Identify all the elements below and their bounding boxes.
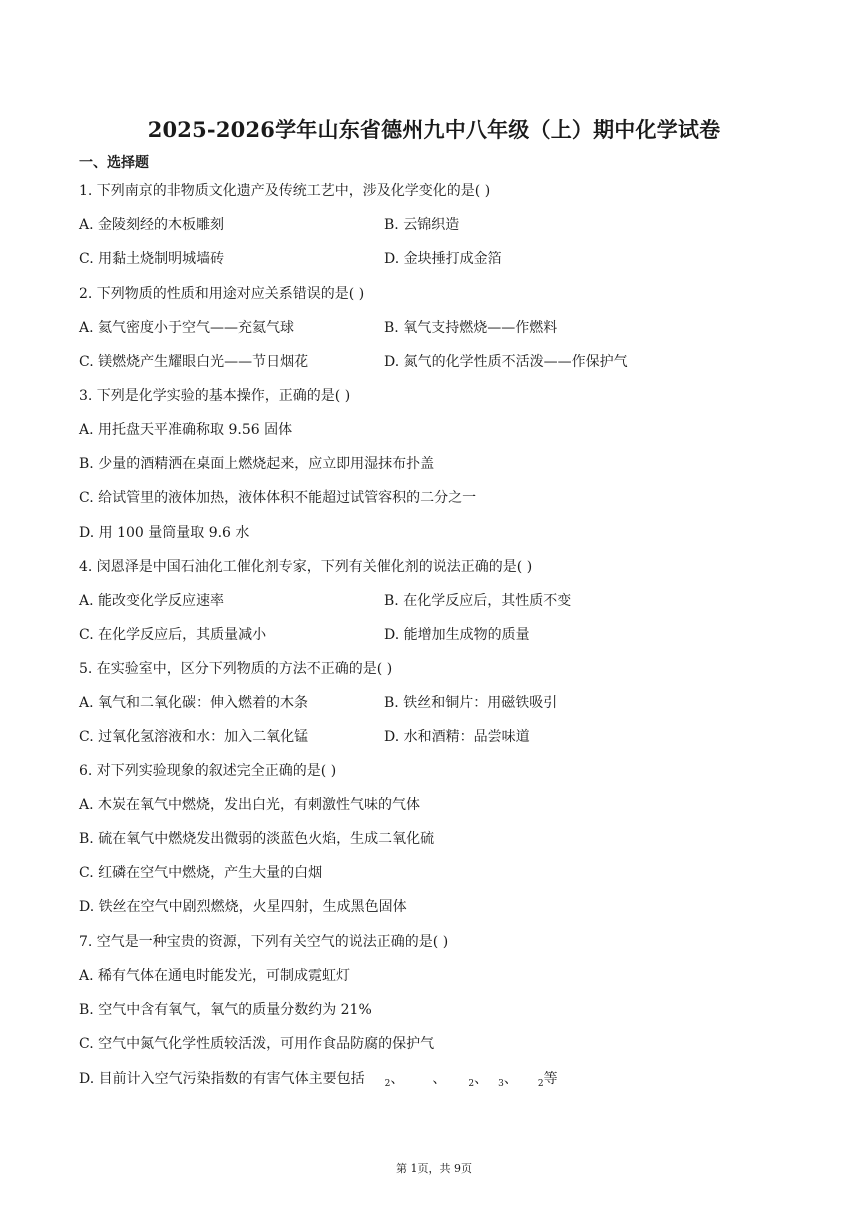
question-3-option-d: D. 用 100 量筒量取 9.6 水: [79, 525, 250, 541]
separator: 、: [432, 1071, 447, 1087]
question-7-option-b: B. 空气中含有氧气，氧气的质量分数约为 21%: [79, 1002, 372, 1018]
question-1-option-b: B. 云锦织造: [384, 217, 460, 233]
question-2-option-a: A. 氦气密度小于空气——充氦气球: [79, 320, 295, 336]
question-7-option-d: [79, 1070, 558, 1093]
question-3-option-a: A. 用托盘天平准确称取 9.56 固体: [79, 422, 293, 438]
section-heading: 一、选择题: [79, 155, 149, 171]
question-5-option-c: C. 过氧化氢溶液和水：加入二氧化锰: [79, 729, 309, 745]
question-2-stem: 2. 下列物质的性质和用途对应关系错误的是( ): [79, 286, 365, 302]
separator: 、: [390, 1071, 405, 1087]
question-1-option-c: C. 用黏土烧制明城墙砖: [79, 251, 225, 267]
question-1-option-d: D. 金块捶打成金箔: [384, 251, 502, 267]
subscript: 3: [498, 1079, 504, 1089]
question-5-option-b: B. 铁丝和铜片：用磁铁吸引: [384, 695, 558, 711]
separator: 、: [474, 1071, 489, 1087]
question-5-option-d: D. 水和酒精：品尝味道: [384, 729, 530, 745]
question-6-stem: 6. 对下列实验现象的叙述完全正确的是( ): [79, 763, 337, 779]
question-7-stem: 7. 空气是一种宝贵的资源，下列有关空气的说法正确的是( ): [79, 934, 449, 950]
question-2-option-d: D. 氮气的化学性质不活泼——作保护气: [384, 354, 628, 370]
question-7-option-d-text: D. 目前计入空气污染指数的有害气体主要包括: [79, 1071, 365, 1087]
question-7-option-a: A. 稀有气体在通电时能发光，可制成霓虹灯: [79, 968, 351, 984]
question-7-option-c: C. 空气中氮气化学性质较活泼，可用作食品防腐的保护气: [79, 1036, 435, 1052]
option-d-ending: 等: [543, 1071, 558, 1087]
question-6-option-b: B. 硫在氧气中燃烧发出微弱的淡蓝色火焰，生成二氧化硫: [79, 831, 435, 847]
question-3-stem: 3. 下列是化学实验的基本操作，正确的是( ): [79, 388, 351, 404]
question-4-option-d: D. 能增加生成物的质量: [384, 627, 530, 643]
question-2-option-c: C. 镁燃烧产生耀眼白光——节日烟花: [79, 354, 309, 370]
question-5-option-a: A. 氧气和二氧化碳：伸入燃着的木条: [79, 695, 309, 711]
question-3-option-c: C. 给试管里的液体加热，液体体积不能超过试管容积的二分之一: [79, 490, 477, 506]
subscript: 2: [384, 1079, 391, 1089]
question-2-option-b: B. 氧气支持燃烧——作燃料: [384, 320, 558, 336]
question-6-option-c: C. 红磷在空气中燃烧，产生大量的白烟: [79, 865, 323, 881]
subscript: 2: [468, 1079, 475, 1089]
subscript: 2: [537, 1079, 544, 1089]
question-4-stem: 4. 闵恩泽是中国石油化工催化剂专家，下列有关催化剂的说法正确的是( ): [79, 559, 533, 575]
question-6-option-d: D. 铁丝在空气中剧烈燃烧，火星四射，生成黑色固体: [79, 899, 407, 915]
page-title: 2025-2026学年山东省德州九中八年级（上）期中化学试卷: [147, 117, 721, 142]
question-3-option-b: B. 少量的酒精洒在桌面上燃烧起来，应立即用湿抹布扑盖: [79, 456, 435, 472]
question-4-option-c: C. 在化学反应后，其质量减小: [79, 627, 267, 643]
question-1-stem: 1. 下列南京的非物质文化遗产及传统工艺中，涉及化学变化的是( ): [79, 183, 491, 199]
page-footer: 第 1页，共 9页: [396, 1162, 472, 1175]
question-4-option-b: B. 在化学反应后，其性质不变: [384, 593, 572, 609]
question-5-stem: 5. 在实验室中，区分下列物质的方法不正确的是( ): [79, 661, 393, 677]
question-1-option-a: A. 金陵刻经的木板雕刻: [79, 217, 225, 233]
separator: 、: [503, 1071, 518, 1087]
question-6-option-a: A. 木炭在氧气中燃烧，发出白光，有刺激性气味的气体: [79, 797, 421, 813]
question-4-option-a: A. 能改变化学反应速率: [79, 593, 225, 609]
